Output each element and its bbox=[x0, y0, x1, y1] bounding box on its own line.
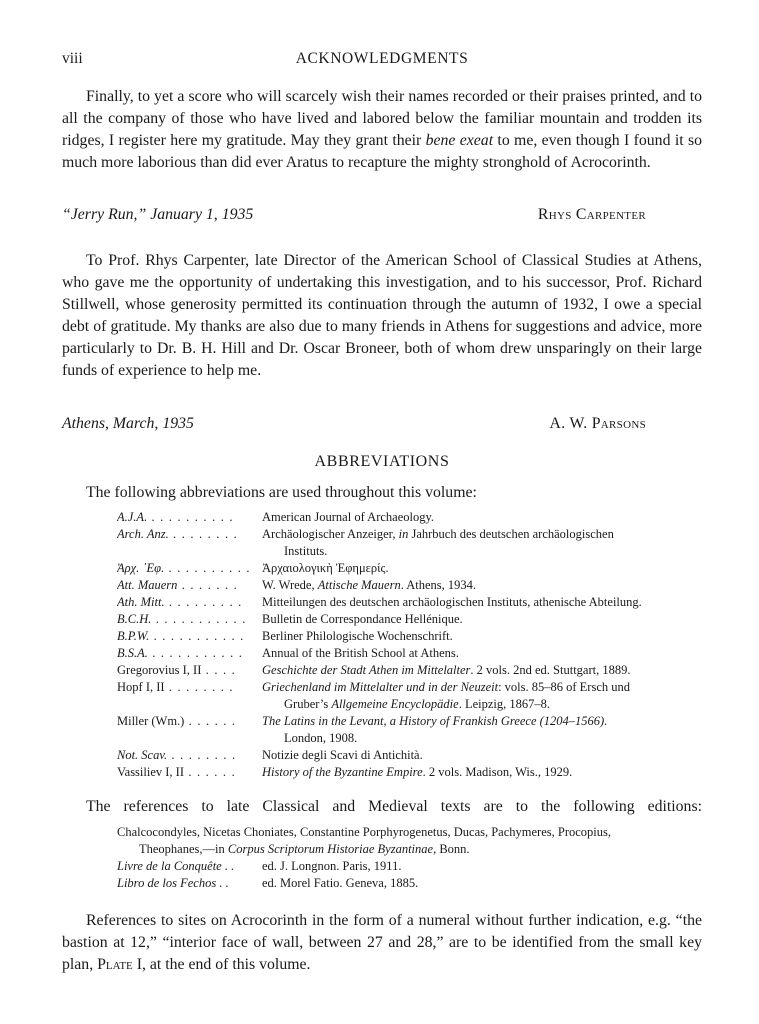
abbreviation-term: Not. Scav. bbox=[117, 748, 168, 762]
value-text: Archäologischer Anzeiger, bbox=[262, 527, 399, 541]
abbreviation-term: B.C.H. bbox=[117, 612, 152, 626]
abbreviation-key bbox=[117, 747, 262, 764]
value-text: Ἀρχαιολογικὴ Ἐφημερίς. bbox=[262, 561, 389, 575]
leader-dots: . . . . . . . bbox=[177, 578, 238, 592]
abbreviation-term: Miller (Wm.) bbox=[117, 714, 185, 728]
value-text: Mitteilungen des deutschen archäologischen Instituts, athenische Abteilung. bbox=[262, 595, 642, 609]
abbreviation-key bbox=[117, 509, 262, 526]
editions-list bbox=[117, 858, 702, 892]
leader-dots: . . . . . . . . . . bbox=[164, 561, 251, 575]
edition-value: ed. Morel Fatio. Geneva, 1885. bbox=[262, 876, 419, 890]
edition-key bbox=[117, 875, 262, 892]
leader-dots: . . . . . . . . bbox=[167, 748, 237, 762]
abbreviation-key bbox=[117, 611, 262, 628]
leader-dots: . . . . . . . . . . . bbox=[151, 612, 247, 626]
leader-dots: . . . . . . . . . bbox=[164, 595, 243, 609]
abbreviation-row bbox=[117, 713, 707, 747]
final-paragraph: References to sites on Acrocorinth in the form of a numeral without further indication, e.g. “the bastion at 12,” “interior face of wall, between 27 and 28,” are to be identified from the small key plan, Plate I, at the end of this volume. bbox=[62, 912, 702, 973]
abbreviation-key bbox=[117, 526, 262, 560]
signature-line-1 bbox=[62, 206, 646, 228]
abbreviations-heading: ABBREVIATIONS bbox=[314, 453, 450, 470]
abbreviation-key bbox=[117, 628, 262, 645]
value-italic: Geschichte der Stadt Athen im Mittelalter bbox=[262, 663, 471, 677]
running-header bbox=[62, 50, 702, 72]
abbreviation-value bbox=[262, 577, 707, 594]
value-continuation bbox=[262, 696, 707, 713]
abbreviation-value bbox=[262, 713, 707, 747]
leader-dots: . . . . . . bbox=[184, 765, 236, 779]
leader-dots: . . . . . . . . bbox=[168, 527, 238, 541]
leader-dots: . . . . . . . . . . . bbox=[147, 646, 244, 660]
abbreviation-term: Ath. Mitt. bbox=[117, 595, 165, 609]
value-italic: History of the Byzantine Empire bbox=[262, 765, 423, 779]
value-text-rest: : vols. 85–86 of Ersch und bbox=[498, 680, 631, 694]
abbreviation-term: B.P.W. bbox=[117, 629, 150, 643]
edition-key bbox=[117, 858, 262, 875]
leader-dots: . . . . . . . . bbox=[164, 680, 234, 694]
value-italic: Griechenland im Mittelalter und in der Neuzeit bbox=[262, 680, 499, 694]
value-continuation: Instituts. bbox=[284, 544, 328, 558]
value-text-rest: . 2 vols. Madison, Wis., 1929. bbox=[422, 765, 573, 779]
abbreviations-intro: The following abbreviations are used throughout this volume: bbox=[86, 484, 477, 501]
abbreviation-value bbox=[262, 747, 707, 764]
abbreviation-term: Att. Mauern bbox=[117, 578, 178, 592]
acknowledgment-paragraph-2: To Prof. Rhys Carpenter, late Director of the American School of Classical Studies at Athens, who gave me the opportunity of undertaking this investigation, and to his successor, Prof. Richard Stillwell, whose generosity permitted its continuation through the autumn of 1932, I owe a special debt of gratitude. My thanks are also due to many friends in Athens for suggestions and advice, more particularly to Dr. B. H. Hill and Dr. Oscar Broneer, both of whom drew unsparingly on their large funds of experience to help me. bbox=[62, 252, 702, 379]
abbreviation-term: Gregorovius I, II bbox=[117, 663, 202, 677]
value-italic: Attische Mauern bbox=[317, 578, 401, 592]
value-text: . Leipzig, 1867–8. bbox=[458, 697, 551, 711]
edition-value: ed. J. Longnon. Paris, 1911. bbox=[262, 859, 402, 873]
abbreviation-row bbox=[117, 764, 707, 781]
value-continuation: London, 1908. bbox=[284, 731, 358, 745]
value-text: Annual of the British School at Athens. bbox=[262, 646, 459, 660]
value-text: American Journal of Archaeology. bbox=[262, 510, 435, 524]
edition-row bbox=[117, 875, 702, 892]
abbreviation-key bbox=[117, 645, 262, 662]
value-text: W. Wrede, bbox=[262, 578, 318, 592]
value-italic: The Latins in the Levant, a History of Frankish Greece (1204–1566). bbox=[262, 714, 608, 728]
abbreviation-value bbox=[262, 662, 707, 679]
acknowledgment-paragraph-1: Finally, to yet a score who will scarcely wish their names recorded or their praises printed, and to all the company of those who have lived and labored below the familiar mountain and trodden its ridges, I register here my gratitude. May they grant their bene exeat to me, even though I found it so much more laborious than did ever Aratus to recapture the mighty stronghold of Acrocorinth. bbox=[62, 88, 702, 171]
abbreviation-value bbox=[262, 526, 707, 560]
abbreviation-key bbox=[117, 577, 262, 594]
signature-name: Rhys Carpenter bbox=[537, 206, 646, 223]
value-text: Bulletin de Correspondance Hellénique. bbox=[262, 612, 463, 626]
abbreviation-row bbox=[117, 577, 707, 594]
place-date: Athens, March, 1935 bbox=[62, 415, 194, 432]
edition-row bbox=[117, 858, 702, 875]
abbreviation-key bbox=[117, 713, 262, 747]
abbreviation-term: Ἀρχ. ᾽Εφ. bbox=[117, 561, 165, 575]
abbreviation-row bbox=[117, 645, 707, 662]
leader-dots: . . . . bbox=[201, 663, 236, 677]
place-date: “Jerry Run,” January 1, 1935 bbox=[62, 206, 254, 223]
value-text-rest: Jahrbuch des deutschen archäologischen bbox=[408, 527, 614, 541]
abbreviation-value bbox=[262, 628, 707, 645]
abbreviation-term: A.J.A. bbox=[117, 510, 148, 524]
abbreviation-key bbox=[117, 560, 262, 577]
value-text: Notizie degli Scavi di Antichità. bbox=[262, 748, 423, 762]
abbreviation-value bbox=[262, 611, 707, 628]
authors-line-continued: Theophanes,—in Corpus Scriptorum Historiae Byzantinae, Bonn. bbox=[139, 842, 470, 856]
value-italic: in bbox=[398, 527, 409, 541]
edition-title: Livre de la Conquête bbox=[117, 859, 222, 873]
value-text: Gruber’s bbox=[284, 697, 332, 711]
abbreviation-value bbox=[262, 679, 707, 713]
abbreviation-key bbox=[117, 679, 262, 713]
leader-dots: . . . . . . . . . . . bbox=[149, 629, 245, 643]
value-italic: Allgemeine Encyclopädie bbox=[331, 697, 459, 711]
abbreviations-list bbox=[117, 509, 707, 781]
abbreviation-row bbox=[117, 679, 707, 713]
value-text-rest: . 2 vols. 2nd ed. Stuttgart, 1889. bbox=[470, 663, 631, 677]
abbreviation-term: Vassiliev I, II bbox=[117, 765, 184, 779]
value-text-rest: . Athens, 1934. bbox=[400, 578, 477, 592]
signature-name: A. W. Parsons bbox=[549, 415, 646, 432]
abbreviation-row bbox=[117, 509, 707, 526]
abbreviation-row bbox=[117, 662, 707, 679]
authors-line: Chalcocondyles, Nicetas Choniates, Constantine Porphyrogenetus, Ducas, Pachymeres, Procopius, bbox=[117, 825, 612, 839]
abbreviation-value bbox=[262, 645, 707, 662]
leader-dots: . . . . . . . . . . bbox=[147, 510, 234, 524]
abbreviation-row bbox=[117, 747, 707, 764]
abbreviation-key bbox=[117, 662, 262, 679]
abbreviation-value bbox=[262, 509, 707, 526]
abbreviation-row bbox=[117, 594, 707, 611]
abbreviation-value bbox=[262, 560, 707, 577]
abbreviation-value bbox=[262, 594, 707, 611]
abbreviation-row bbox=[117, 526, 707, 560]
page-number: viii bbox=[62, 50, 83, 67]
edition-title: Libro de los Fechos bbox=[117, 876, 217, 890]
references-block bbox=[117, 824, 702, 892]
abbreviation-value bbox=[262, 764, 707, 781]
leader-dots: . . bbox=[221, 859, 235, 873]
abbreviation-term: Arch. Anz. bbox=[117, 527, 169, 541]
signature-line-2 bbox=[62, 415, 646, 437]
leader-dots: . . bbox=[216, 876, 229, 890]
abbreviation-term: B.S.A. bbox=[117, 646, 148, 660]
abbreviation-key bbox=[117, 764, 262, 781]
abbreviation-row bbox=[117, 628, 707, 645]
abbreviation-term: Hopf I, II bbox=[117, 680, 165, 694]
abbreviation-row bbox=[117, 611, 707, 628]
value-text: Berliner Philologische Wochenschrift. bbox=[262, 629, 453, 643]
abbreviation-key bbox=[117, 594, 262, 611]
leader-dots: . . . . . . bbox=[184, 714, 237, 728]
page-title: ACKNOWLEDGMENTS bbox=[295, 50, 469, 67]
references-intro: The references to late Classical and Medieval texts are to the following editions: bbox=[86, 798, 702, 815]
abbreviation-row bbox=[117, 560, 707, 577]
